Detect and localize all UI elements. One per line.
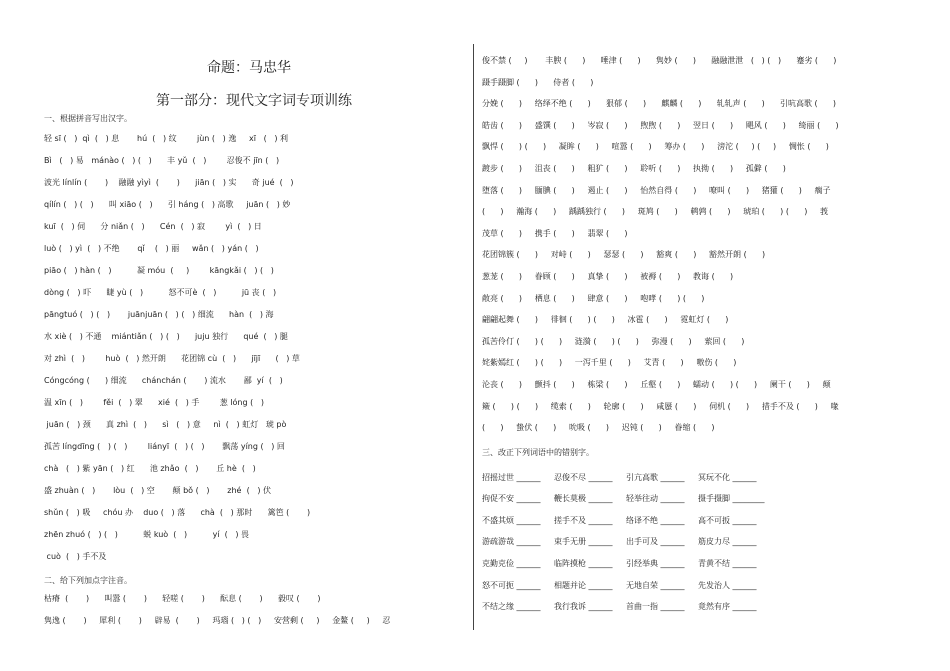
- pinyin-line: kuī ( ) 伺 分 niǎn ( ) Cén ( ) 寂 yì ( ) 日: [44, 222, 262, 231]
- correction-item: 络译不绝 ______: [626, 515, 685, 525]
- correction-item: 不盛其烦 ______: [482, 515, 541, 525]
- pinyin-line: dòng ( ) 吓 睫 yù ( ) 怒不可è ( ) jū 丧 ( ): [44, 288, 277, 297]
- correction-item: 招摇过世 ______: [482, 472, 541, 482]
- annotation-line: 分娩 ( ) 络绎不绝 ( ) 狠郁 ( ) 麒麟 ( ) 轧轧声 ( ) 引吭高歌 ( ): [482, 99, 837, 109]
- correction-item: 筋皮力尽 ______: [698, 537, 757, 547]
- section3-heading: 三、改正下列词语中的错别字。: [482, 447, 594, 457]
- pinyin-line: 对 zhì ( ) huò ( ) 然开朗 花团锦 cù ( ) jījī ( ) 草: [44, 354, 300, 363]
- correction-item: 游疏游哉 ______: [482, 537, 541, 547]
- correction-item: 冥玩不化 ______: [698, 472, 757, 482]
- correction-item: 无地自荣 ______: [626, 580, 685, 590]
- correction-item: 忍俊不尽 ______: [554, 472, 613, 482]
- annotation-line: 隽逸 ( ) 犀利 ( ) 辟易 ( ) 玛瑙 ( ) ( ) 安营剩 ( ) 金鳌 ( ) 忍: [44, 616, 391, 625]
- pinyin-line: Bì ( ) 易 mánào ( ) ( ) 丰 yǔ ( ) 忍俊不 jīn ( ): [44, 156, 280, 165]
- pinyin-line: chà ( ) 紫 yān ( ) 红 池 zhǎo ( ) 丘 hè ( ): [44, 464, 256, 473]
- correction-item: 竟然有序 ______: [698, 602, 757, 612]
- annotation-line: 姹紫嫣红 ( ) ( ) 一泻千里 ( ) 艾青 ( ) 嗷伤 ( ): [482, 358, 737, 368]
- annotation-line: 沦丧 ( ) 颤抖 ( ) 栋梁 ( ) 丘壑 ( ) 蠕动 ( ) ( ) 阑干 ( ) 颠: [482, 379, 831, 389]
- pinyin-line: Cóngcóng ( ) 细流 chánchán ( ) 流水 鄙 yí ( ): [44, 376, 283, 385]
- correction-item: 搓手不及 ______: [554, 515, 613, 525]
- pinyin-line: luò ( ) yì ( ) 不绝 qǐ ( ) 丽 wǎn ( ) yán ( ): [44, 244, 259, 253]
- pinyin-line: 波光 línlín ( ) 融融 yìyì ( ) jiān ( ) 实 奇 jué ( ): [44, 178, 294, 187]
- annotation-line: 敞亮 ( ) 栖息 ( ) 肆意 ( ) 咆哮 ( ) ( ): [482, 293, 705, 303]
- annotation-line: 皓齿 ( ) 盛馔 ( ) 岑寂 ( ) 煦煦 ( ) 翌日 ( ) 飓风 ( ) 绮丽 ( ): [482, 120, 839, 130]
- correction-item: 出手可及 ______: [626, 537, 685, 547]
- annotation-line: 花团锦簇 ( ) 对峙 ( ) 瑟瑟 ( ) 豁爽 ( ) 豁然开朗 ( ): [482, 250, 766, 260]
- annotation-line: 蹑手蹑脚 ( ) 侍者 ( ): [482, 77, 594, 87]
- annotation-line: 飘悍 ( ) ( ) 凝眸 ( ) 喧嚣 ( ) 筹办 ( ) 滂沱 ( ) ( ) 惆怅 ( ): [482, 142, 829, 152]
- correction-item: 临阵摸枪 ______: [554, 559, 613, 569]
- pinyin-line: piāo ( ) hàn ( ) 凝 móu ( ) kāngkǎi ( ) ( ): [44, 266, 274, 275]
- correction-item: 高不可扳 ______: [698, 515, 757, 525]
- correction-item: 不结之缘 ______: [482, 602, 541, 612]
- section2-heading: 二、给下列加点字注音。: [44, 576, 132, 585]
- pinyin-line: cuò ( ) 手不及: [44, 552, 107, 561]
- pinyin-line: qílín ( ) ( ) 叫 xiāo ( ) 引 háng ( ) 高歌 juān ( ) 妙: [44, 200, 291, 209]
- pinyin-line: 轻 sī ( ) qì ( ) 息 hú ( ) 纹 jùn ( ) 逸 xī ( ) 利: [44, 134, 289, 143]
- correction-item: 首曲一指 ______: [626, 602, 685, 612]
- annotation-line: 翩翩起舞 ( ) 徘徊 ( ) ( ) 冰雹 ( ) 霓虹灯 ( ): [482, 315, 729, 325]
- annotation-line: 踱步 ( ) 沮丧 ( ) 粗犷 ( ) 聆听 ( ) 执拗 ( ) 孤僻 ( ): [482, 163, 786, 173]
- correction-item: 我行我诉 ______: [554, 602, 613, 612]
- annotation-line: 枯瘠 ( ) 叫嚣 ( ) 轻嗟 ( ) 酝息 ( ) 毅叹 ( ): [44, 594, 321, 603]
- part-title: 第一部分：现代文字词专项训练: [156, 93, 352, 109]
- annotation-line: 孤苦伶仃 ( ) ( ) 涟漪 ( ) ( ) 弥漫 ( ) 萦回 ( ): [482, 336, 745, 346]
- pinyin-line: juān ( ) 颈 真 zhì ( ) sì ( ) 意 nì ( ) 虹灯 琥 pò: [44, 420, 287, 429]
- right-column: [482, 50, 912, 618]
- correction-item: 摄手摄脚 ________: [698, 494, 765, 504]
- correction-item: 相题并论 ______: [554, 580, 613, 590]
- annotation-line: 俊不禁 ( ) 丰腴 ( ) 唾津 ( ) 隽妙 ( ) 融融泄泄 ( ) ( ) 蹇劣 ( ): [482, 56, 837, 65]
- pinyin-line: 孤苦 língdīng ( ) ( ) liányī ( ) ( ) 飘荡 yíng ( ) 回: [44, 442, 285, 451]
- correction-item: 克勤克俭 ______: [482, 559, 541, 569]
- annotation-line: ( ) 瀚海 ( ) 踽踽独行 ( ) 斑鸠 ( ) 鹌鹑 ( ) 琥珀 ( ) ( ) 莪: [482, 207, 829, 217]
- author-line: 命题：马忠华: [207, 60, 291, 76]
- correction-item: 轻举往动 ______: [626, 494, 685, 504]
- correction-item: 鞭长莫极 ______: [554, 494, 613, 504]
- pinyin-line: shǔn ( ) 吸 chóu 办 duo ( ) 落 chà ( ) 那时 篱笆 ( ): [44, 508, 311, 517]
- annotation-line: 茂草 ( ) 携手 ( ) 翡翠 ( ): [482, 228, 628, 238]
- annotation-line: 葱茏 ( ) 眷顾 ( ) 真挚 ( ) 被褥 ( ) 教诲 ( ): [482, 271, 734, 281]
- correction-item: 拘促不安 ______: [482, 494, 541, 504]
- pinyin-line: pāngtuó ( ) ( ) juānjuān ( ) ( ) 细流 hàn ( ) 海: [44, 310, 274, 319]
- left-column: [44, 56, 464, 632]
- column-divider: [473, 44, 474, 630]
- pinyin-line: 温 xīn ( ) fěi ( ) 翠 xié ( ) 手 葱 lóng ( ): [44, 398, 264, 407]
- correction-item: 青黄不结 ______: [698, 559, 757, 569]
- correction-item: 束手无册 ______: [554, 537, 613, 547]
- section1-heading: 一、根据拼音写出汉字。: [44, 114, 132, 123]
- correction-item: 先发治人 ______: [698, 580, 757, 590]
- pinyin-line: zhēn zhuó ( ) ( ) 蜕 kuò ( ) yí ( ) 畏: [44, 530, 250, 539]
- annotation-line: 堕落 ( ) 腼腆 ( ) 遏止 ( ) 怡然自得 ( ) 嘹叫 ( ) 猪獾 ( ) 瘸子: [482, 185, 831, 195]
- pinyin-line: 盛 zhuàn ( ) lòu ( ) 空 颠 bǒ ( ) zhé ( ) 伏: [44, 486, 271, 495]
- annotation-line: ( ) 蛰伏 ( ) 吮吸 ( ) 迟钝 ( ) 眷缩 ( ): [482, 423, 715, 433]
- correction-item: 引亢高歌 ______: [626, 472, 685, 482]
- pinyin-line: 水 xiè ( ) 不通 miántiǎn ( ) ( ) juju 独行 qué ( ) 腿: [44, 332, 288, 341]
- correction-item: 怒不可扼 ______: [482, 580, 541, 590]
- annotation-line: 簸 ( ) ( ) 缆索 ( ) 轮廓 ( ) 咸蜃 ( ) 伺机 ( ) 措手不及 ( ) 喙: [482, 401, 839, 411]
- correction-item: 引经举典 ______: [626, 559, 685, 569]
- correction-grid: [482, 467, 912, 618]
